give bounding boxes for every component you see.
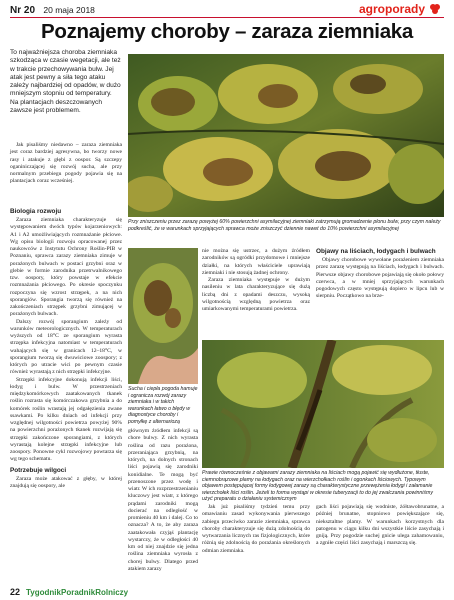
body-paragraph-4: Zaraza może atakować z głęby, w której znajdują się oospory, ale [10, 475, 122, 489]
photo-infected-leaves [128, 54, 444, 217]
column-1-intro [10, 142, 122, 186]
body-paragraph-1: Zaraza ziemniaka charakteryzuje się występowaniem dwóch typów kojarzeniowych: A1 i A2 umożliwiających rozmnażanie płciowe. Wg opisu biologii rozwoju opracowanej przez naukowców z Instytutu Ochrony Roślin-PIB w Poznaniu, sprawca zarazy ziemniaka zimuje w porażonych bulwach w postaci grzybni oraz w glebie w formie zarodnika przetrwalnikowego tzw. oospory, który powstaje w efekcie rozmnażania płciowego. Po okresie spoczynku rozpoczyna się wzrost strzępek, a na nich sporangiów. Sporangia tworzą się również na zakończeniach strzępek grzybni zimującej w porażonych bulwach. [10, 217, 122, 318]
column-3-paragraph-3: Jak już pisaliśmy tydzień temu przy omawianiu zasad wykonywania pierwszego zabiegu przeciwko zarazie ziemniaka, sprawca choroby charakteryzuje się dużą zdolnością do wytwarzania licznych ras fizjologicznych, które różnią się zdolnością do porażania określonych odmian ziemniaka. [202, 504, 310, 554]
column-2-paragraph: głównym źródłem infekcji są chore bulwy. Z nich wyrasta roślina od razu porażona, przeraniająca grzybnią, na których, na dolnych stronach liści pojawią się zarodniki konidialne. Te mogą być przenoszone przez wodę i wiatr. W ich rozprzestrzenianiu kluczowy jest wiatr, z którego prądami zarodniki mogą docierać na odległość w promieniu 40 km i dalej. Co to oznacza? A to, że aby zaraza zaatakowała czyjąś plantację wystarczy, że w odległości 40 km od niej znajdzie się jedna roślina ziemniaka wyrosła z chorej bulwy. Dlatego przed atakiem zarazy [128, 428, 198, 572]
logo-text: agroporady [358, 2, 425, 16]
section-heading-wilgoc: Potrzebuje wilgoci [10, 466, 67, 474]
body-paragraph-2: Dalszy rozwój sporangium zależy od warunków meteorologicznych. W temperaturach wyższych od 18°C ze sporangium wyrasta strzępka infekcyjna natomiast w temperaturach wahających się w granicach 12–18°C, w sporangium tworzą się dwuwiciowe zoospory; z których po utracie wici po pewnym czasie również wyrastają z nich strzępki infekcyjne. [10, 318, 122, 376]
article-lead: To najważniejsza choroba ziemniaka szkodząca w czasie wegetacji, ale też w trakcie przechowywania bulw. Jej atak jest pewny a siła tego ataku zależy najbardziej od opadów, w dużo mniejszym stopniu od temperatury. Na plantacjach deszczowanych zawsze jest problemem. [10, 49, 121, 115]
column-4-paragraph-1: Objawy chorobowe wywołane porażeniem ziemniaka przez zarazę występują na liściach, łodygach i bulwach. Pierwsze objawy chorobowe pojawiają się około połowy czerwca, a w mniej sprzyjających warunkach pogodowych często występują dopiero w lipcu lub w sierpniu. Początkowo na brze- [316, 257, 444, 300]
column-3-paragraph-1: nie można się ustrzec, a dużym źródłem zarodników są ogródki przydomowe i mniejsze działki, na których właściciele uprawiają ziemniaki i nie stosują żadnej ochrony. [202, 248, 310, 276]
issue-date: 20 maja 2018 [43, 5, 95, 15]
section-heading-biologia: Biologia rozwoju [10, 208, 62, 215]
brand-part-2: Poradnik [60, 587, 96, 597]
page-footer [10, 587, 128, 597]
caption-top-photo: Przy zniszczeniu przez zarazę powyżej 60% powierzchni asymilacyjnej ziemniaki zatrzymują gromadzenie plonu bulw, przy czym należy podkreślić, że w warunkach sprzyjających sprawca może zniszczyć dziennie nawet do 10% powierzchni asymilacyjnej [128, 219, 441, 232]
leaf-in-hand-illustration [128, 248, 198, 384]
intro-paragraph: Jak pisaliśmy niedawno – zaraza ziemniaka jest coraz bardziej agresywna, bo tworzy nowe rasy i atakuje z głębi z oospor. Są szczepy oganiniczającej się rozwój sucha, ale przy normalnym przebiegu pogody pojawia się na plantacjach coraz wcześniej. [10, 142, 122, 185]
leaves-photo-illustration [128, 54, 444, 217]
column-2 [128, 428, 198, 588]
caption-small-photo: Sucha i ciepła pogoda hamuje i ogranicza rozwój zarazy ziemniaka i w takich warunkach łatwo o błędy w diagnostyce choroby i pomyłkę z alternariozą [128, 386, 198, 425]
caption-mid-photo: Prawie równocześnie z objawami zarazy ziemniaka na liściach mogą pojawić się wydłużone, tłuste, ciemnobrązowe plamy na łodygach oraz na wierzchołkach roślin i ogonkach liściowych. Typowym objawem postępującej formy łodygowej zarazy są charakterystyczne przewężenia łodygi i załamanie wierzchołek liści roślin. Jeżeli to forma wystąpi w okresie tuberyzacji to do jej zwalczania powinniśmy użyć preparatu o działaniu systemicznym [202, 470, 433, 503]
column-1 [10, 205, 122, 585]
header-rule [10, 17, 444, 18]
body-paragraph-3: Strzępki infekcyjne dokonują infekcji liści, łodyg i bulw. W przestrzeniach międzykomórkowych zaatakowanych tkanek roślin rozrasta się komórczakowa grzybnia a do komórek roślin wrastają jej odgałęzienia zwane ssawkami. Po kilku dniach od infekcji przy względnej wilgotności powietrza powyżej 90% na powierzchni porażonych tkanek rozwijają się strzępki zakończone sporangiami, z których wyrastają kolejne strzępki infekcyjne lub zoospory. Ponowne cykl rozwojowy powtarza się wg tego schematu. [10, 376, 122, 463]
issue-number: Nr 20 [10, 5, 36, 16]
column-3-lower [202, 504, 310, 588]
brand-part-1: Tygodnik [26, 587, 61, 597]
issue-header [10, 5, 95, 16]
column-4-lower [316, 504, 444, 588]
publication-brand [26, 588, 128, 597]
page-number: 22 [10, 587, 21, 597]
clover-logo-icon [428, 2, 442, 16]
agroporady-logo [359, 2, 442, 16]
brand-part-3: Rolniczy [95, 587, 129, 597]
photo-stem-lesions [202, 340, 444, 468]
article-headline: Poznajemy choroby – zaraza ziemniaka [40, 20, 414, 43]
stem-lesions-illustration [202, 340, 444, 468]
column-4-paragraph-2: gach liści pojawiają się wodniste, żółtawobrunatne, a później brunatne, stopniowo powiększające się, nieksztaltne plamy. W warunkach korzystnych dla patogenu w ciągu kilku dni wszystkie liście zasychają i gniją. Przy pogodzie suchej gnicie ulega zahamowaniu, a zgniłe części liści zasychają i marszczą się. [316, 504, 444, 547]
section-heading-objawy: Objawy na liściach, łodygach i bulwach [316, 248, 436, 255]
column-3-paragraph-2: Zaraza ziemniaka występuje w dużym nasileniu w lata charakteryzujące się dużą liczbą dni z opadami deszczu, wysoką wilgotnością względną powietrza oraz umiarkowanymi temperaturami powietrza. [202, 277, 310, 312]
photo-leaf-in-hand [128, 248, 198, 384]
